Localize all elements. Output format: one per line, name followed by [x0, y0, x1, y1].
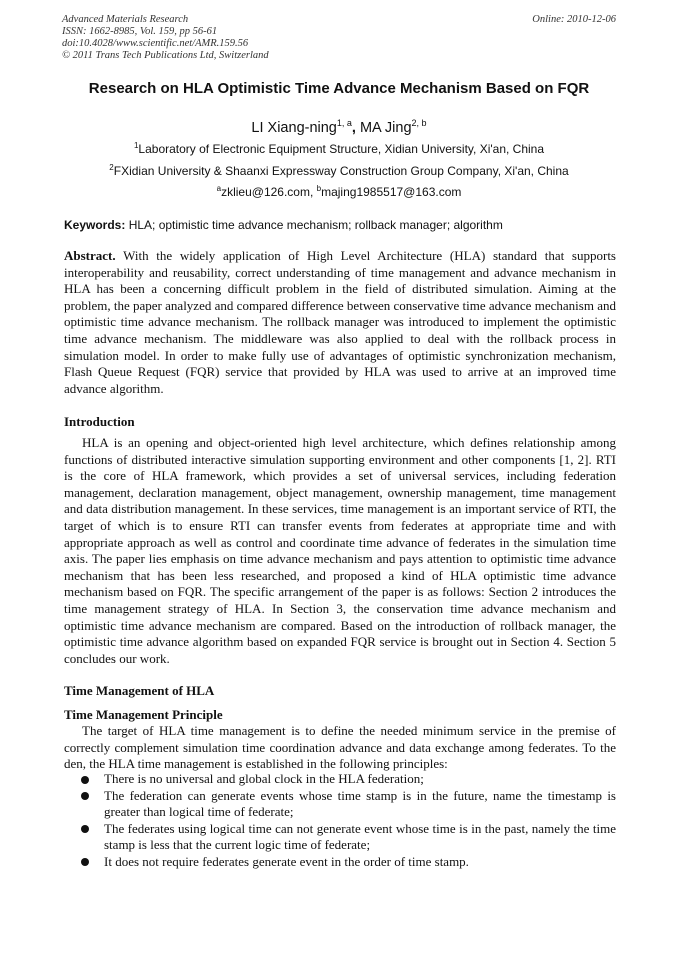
affiliation-1-text: Laboratory of Electronic Equipment Structure, Xidian University, Xi'an, China — [138, 142, 545, 156]
abstract — [64, 248, 616, 397]
author-separator: , — [351, 120, 360, 136]
author-line — [40, 114, 638, 137]
introduction-paragraph: HLA is an opening and object-oriented high level architecture, which defines relationship among functions of distributed interactive simulation supporting environment and other components [1, 2]. RTI is the core of HLA framework, which provides a set of universal services, including federation management, declaration management, object management, ownership management, time management and data distribution management. In these services, time management is an important service of RTI, the target of which is to ensure RTI can transfer events from federates at appropriate time and with appropriate approach as well as control and coordinate time advance of federates in the simulation time axis. The paper lies emphasis on time advance mechanism and pays attention to optimistic time advance mechanism that has been less researched, and proposed a kind of HLA optimistic time advance mechanism based on FQR. The specific arrangement of the paper is as follows: Section 2 introduces the time management strategy of HLA. In Section 3, the conservation time advance mechanism and optimistic time advance mechanism are compared. Based on the introduction of rollback manager, the optimistic time advance algorithm based on expanded FQR service is brought out in Section 4. Section 5 concludes our work. — [64, 435, 616, 666]
journal-header — [62, 14, 616, 62]
abstract-label: Abstract. — [64, 248, 116, 263]
bullet-icon — [81, 825, 89, 833]
author-2-name: MA Jing — [359, 120, 412, 136]
affiliation-2-text: FXidian University & Shaanxi Expressway Construction Group Company, Xi'an, China — [113, 164, 569, 178]
keywords-label: Keywords: — [64, 218, 126, 232]
doi-line: doi:10.4028/www.scientific.net/AMR.159.56 — [62, 38, 249, 49]
bullet-icon — [81, 792, 89, 800]
email-1-sup: a — [216, 184, 222, 193]
list-item-text: It does not require federates generate event in the order of time stamp. — [104, 853, 469, 869]
copyright-line: © 2011 Trans Tech Publications Ltd, Switzerland — [62, 50, 269, 61]
list-item-text: There is no universal and global clock in the HLA federation; — [104, 771, 424, 786]
online-date: Online: 2010-12-06 — [532, 14, 616, 25]
affiliation-2-sup: 2 — [109, 163, 114, 172]
list-item — [64, 854, 616, 871]
introduction-heading: Introduction — [64, 414, 135, 429]
bullet-icon — [81, 858, 89, 866]
keywords-text: HLA; optimistic time advance mechanism; rollback manager; algorithm — [125, 218, 503, 232]
list-item — [64, 788, 616, 821]
email-1: zklieu@126.com, — [221, 185, 317, 199]
affiliation-1 — [40, 139, 638, 156]
time-management-heading: Time Management of HLA — [64, 683, 215, 698]
email-2: majing1985517@163.com — [321, 185, 462, 199]
author-1-name: LI Xiang-ning — [251, 120, 337, 136]
list-item — [64, 771, 616, 788]
paper-title: Research on HLA Optimistic Time Advance Mechanism Based on FQR — [88, 80, 590, 97]
time-management-paragraph: The target of HLA time management is to define the needed minimum service in the premise of correctly complement simulation time coordination advance and data exchange among federates. To the den, the HLA time management is established in the following principles: — [64, 723, 616, 772]
time-management-principle-heading: Time Management Principle — [64, 707, 223, 722]
author-1-sup: 1, a — [336, 118, 352, 128]
email-line — [40, 182, 638, 199]
affiliation-2 — [40, 161, 638, 178]
affiliation-1-sup: 1 — [133, 141, 139, 150]
keywords — [64, 218, 616, 232]
bullet-icon — [81, 776, 89, 784]
list-item-text: The federates using logical time can not generate event whose time is in the past, namely the time stamp is less that the current logic time of federate; — [104, 820, 616, 853]
principles-list — [64, 771, 616, 871]
list-item-text: The federation can generate events whose time stamp is in the future, name the timestamp is greater than logical time of federate; — [104, 787, 616, 820]
list-item — [64, 821, 616, 854]
author-2-sup: 2, b — [411, 118, 427, 128]
email-2-sup: b — [316, 184, 322, 193]
abstract-text: With the widely application of High Level Architecture (HLA) standard that supports interoperability and reusability, correct understanding of time management and advance mechanism in HLA has been a concerning difficult problem in the field of distributed simulation. Aiming at the problem, the paper analyzed and compared difference between conservative time advance mechanism and optimistic time advance mechanism. The rollback manager was introduced to implement the optimistic time advance mechanism. The middleware was also applied to deal with the rollback process in simulation model. In order to make fully use of advantages of optimistic synchronization mechanism, Flash Queue Request (FQR) service that provided by HLA was used to arrive at an improved time advance algorithm. — [64, 248, 616, 396]
issn-line: ISSN: 1662-8985, Vol. 159, pp 56-61 — [62, 26, 218, 37]
journal-name: Advanced Materials Research — [62, 14, 189, 25]
